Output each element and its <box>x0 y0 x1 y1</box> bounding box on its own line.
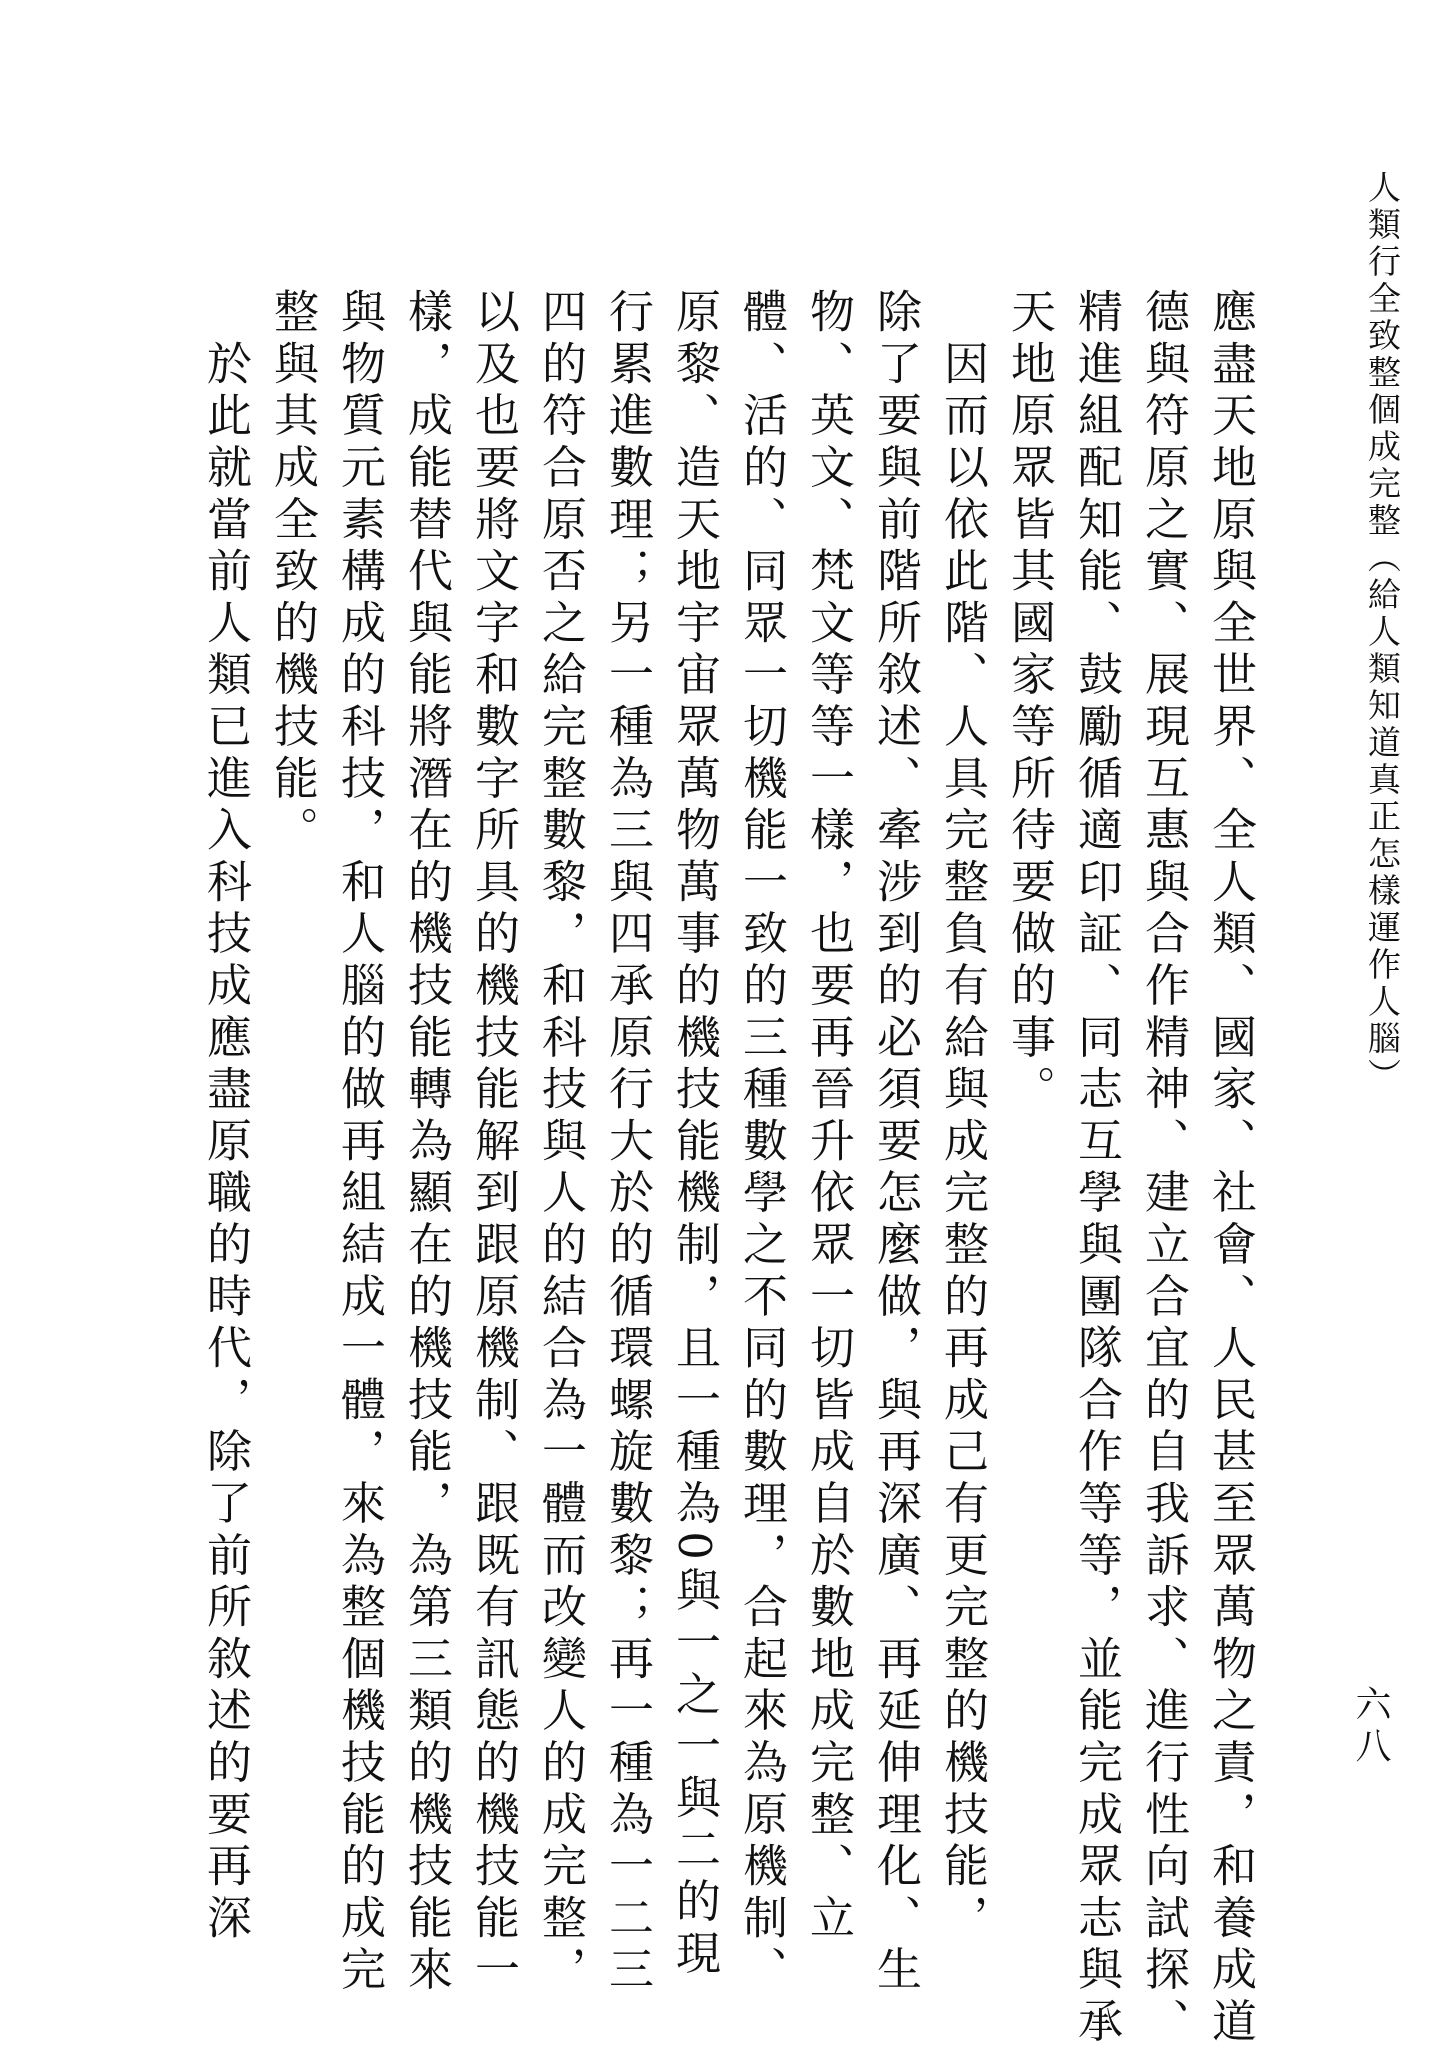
paragraph-2: 因而以依此階、人具完整負有給與成完整的再成己有更完整的機技能， 除了要與前階所敘述、牽涉到的必須要怎麼做，與再深廣、再延伸理化、生 物、英文、梵文等等一樣，也要再晉升依眾一切皆成自於數地成完整、立 體、活的、同眾一切機能一致的三種數學之不同的數理，合起來為原機制、 原黎、造天地宇宙眾萬物萬事的機技能機制，且一種為0與一之一與二的現 行累進數理；另一種為三與四承原行大於的循環螺旋數黎；再一種為一二三 四的符合原否之給完整數黎，和科技與人的結合為一體而改變人的成完整， 以及也要將文字和數字所具的機技能解到跟原機制、跟既有訊態的機技能一 樣，成能替代與能將潛在的機技能轉為顯在的機技能，為第三類的機技能來 與物質元素構成的科技，和人腦的做再組結成一體，來為整個機技能的成完 整與其成全致的機技能。 <box>266 288 989 1998</box>
paragraph-1: 應盡天地原與全世界、全人類、國家、社會、人民甚至眾萬物之責，和養成道 德與符原之實、展現互惠與合作精神、建立合宜的自我訴求、進行性向試探、 精進組配知能、鼓勵循適印証、同志互學與團隊合作等等，並能完成眾志與承 天地原眾皆其國家等所待要做的事。 <box>1003 288 1257 2049</box>
paragraph-3: 於此就當前人類已進入科技成應盡原職的時代，除了前所敘述的要再深 <box>199 288 252 1946</box>
running-title: 人類行全致整個成完整（給人類知道真正怎樣運作人腦） <box>1363 170 1402 1095</box>
body-text <box>192 288 1264 2049</box>
page-number: 六八 <box>1350 1685 1391 1769</box>
